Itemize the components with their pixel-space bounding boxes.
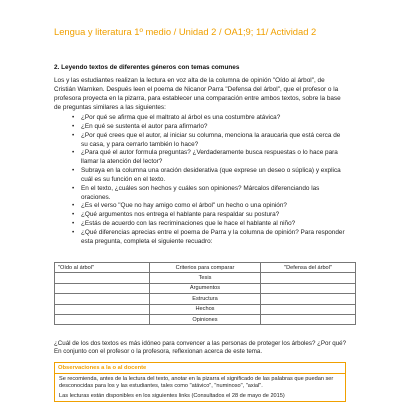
table-row [55,283,356,293]
table-cell-empty[interactable] [261,273,356,283]
table-header-cell: "Defensa del árbol" [261,263,356,273]
table-header-row [55,263,356,273]
list-item: • ¿Por qué se afirma que el maltrato al árbol es una costumbre atávica? [72,114,348,123]
table-cell-empty[interactable] [55,273,150,283]
list-item: • ¿Para qué el autor formula preguntas? ¿Verdaderamente busca respuestas o lo hace para llamar la atención del lector? [72,149,348,167]
table-criterion-cell: Hechos [150,304,261,314]
closing-paragraph: ¿Cuál de los dos textos es más idóneo para convencer a las personas de proteger los árboles? ¿Por qué? En conjunto con el profesor o la profesora, reflexionan acerca de este tema. [54,340,347,356]
teacher-notes-links-text: Las lecturas están disponibles en los siguientes links (Consultados el 28 de mayo de 2015) [59,393,285,399]
table-header-cell: Criterios para comparar [150,263,261,273]
section-heading: 2. Leyendo textos de diferentes géneros con temas comunes [54,64,240,71]
table-criterion-cell: Opiniones [150,314,261,324]
teacher-notes-box [54,362,346,402]
list-item: • ¿Por qué crees que el autor, al iniciar su columna, menciona la araucaria que está cerca de su casa, y para cerrarlo también lo hace? [72,132,348,150]
table-cell-empty[interactable] [55,304,150,314]
table-cell-empty[interactable] [55,283,150,293]
table-criterion-cell: Argumentos [150,283,261,293]
teacher-notes-text: Se recomienda, antes de la lectura del texto, anotar en la pizarra el significado de las palabras que puedan ser desconocidas para los y las estudiantes, tales como "atávico", "numinoso", "axial". [59,376,334,390]
teacher-notes-title: Observaciones a la o al docente [58,365,147,371]
table-row [55,314,356,324]
list-item: • En el texto, ¿cuáles son hechos y cuáles son opiniones? Márcalos diferenciando las oraciones. [72,185,348,203]
intro-paragraph: Los y las estudiantes realizan la lectura en voz alta de la columna de opinión "Oído al árbol", de Cristián Warnken. Después leen el poema de Nicanor Parra "Defensa del árbol", que el profesor o la profesora proyecta en la pizarra, para establecer una comparación entre ambos textos, sobre la base de preguntas similares a las siguientes: [54,77,341,111]
comparison-table [54,262,356,325]
table-cell-empty[interactable] [55,294,150,304]
list-item: • ¿Qué diferencias aprecias entre el poema de Parra y la columna de opinión? Para responder esta pregunta, completa el siguiente recuadro: [72,229,348,247]
table-row [55,273,356,283]
table-cell-empty[interactable] [261,314,356,324]
table-cell-empty[interactable] [261,304,356,314]
list-item: • ¿Es el verso "Que no hay amigo como el árbol" un hecho o una opinión? [72,202,348,211]
table-criterion-cell: Estructura [150,294,261,304]
question-list [72,114,348,247]
table-cell-empty[interactable] [261,283,356,293]
list-item: • ¿Estás de acuerdo con las recriminaciones que le hace el hablante al niño? [72,220,348,229]
list-item: • ¿Qué argumentos nos entrega el hablante para respaldar su postura? [72,211,348,220]
list-item: • ¿En qué se sustenta el autor para afirmarlo? [72,123,348,132]
table-cell-empty[interactable] [261,294,356,304]
table-row [55,304,356,314]
page-header-title: Lengua y literatura 1º medio / Unidad 2 / OA1;9; 11/ Actividad 2 [54,26,317,37]
teacher-notes-divider [55,373,345,374]
table-cell-empty[interactable] [55,314,150,324]
table-header-cell: "Oído al árbol" [55,263,150,273]
list-item: • Subraya en la columna una oración desiderativa (que exprese un deseo o súplica) y explica cuál es su función en el texto. [72,167,348,185]
table-row [55,294,356,304]
table-criterion-cell: Tesis [150,273,261,283]
